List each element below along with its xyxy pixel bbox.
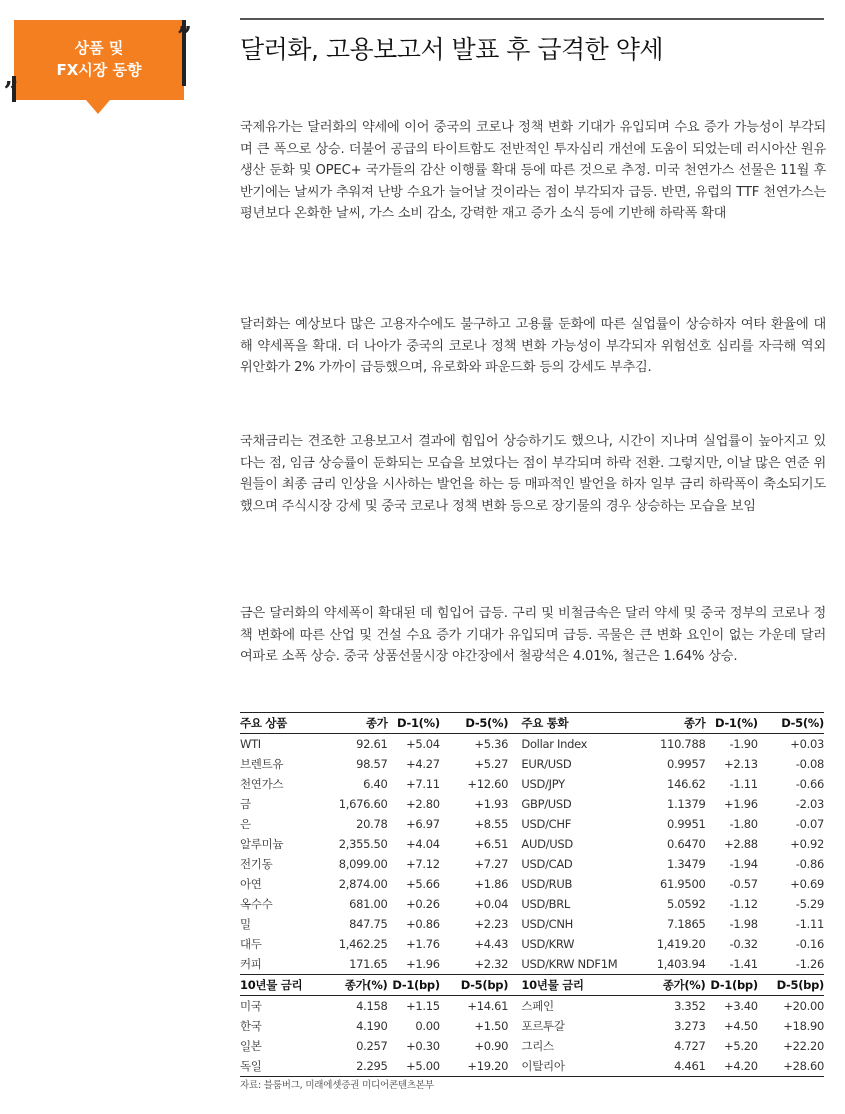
table-cell: +1.96 bbox=[406, 957, 440, 971]
open-quote-icon: „ bbox=[4, 62, 19, 92]
table-cell: 일본 bbox=[240, 1039, 262, 1053]
table-cell: 옥수수 bbox=[240, 897, 273, 911]
table-cell: USD/RUB bbox=[521, 877, 573, 891]
table-cell: 6.40 bbox=[363, 777, 388, 791]
table-cell: 92.61 bbox=[356, 737, 388, 751]
table-header-row bbox=[240, 713, 824, 734]
column-header: D-1(bp) bbox=[388, 975, 440, 996]
column-header: D-1(%) bbox=[706, 713, 758, 734]
table-cell: 1.3479 bbox=[667, 857, 706, 871]
table-cell: 5.0592 bbox=[667, 897, 706, 911]
table-cell: +3.40 bbox=[724, 999, 758, 1013]
table-cell: +4.04 bbox=[406, 837, 440, 851]
table-cell: +2.88 bbox=[724, 837, 758, 851]
table-cell: USD/CAD bbox=[521, 857, 573, 871]
table-cell: +0.26 bbox=[406, 897, 440, 911]
table-cell: +1.50 bbox=[474, 1019, 509, 1033]
table-cell: GBP/USD bbox=[521, 797, 572, 811]
column-header: D-5(%) bbox=[440, 713, 508, 734]
table-cell: 0.9951 bbox=[667, 817, 706, 831]
table-header-row-rates bbox=[240, 975, 824, 996]
column-gap bbox=[508, 1016, 521, 1036]
table-cell: +4.43 bbox=[474, 937, 509, 951]
table-cell: +2.80 bbox=[406, 797, 440, 811]
table-cell: +0.90 bbox=[474, 1039, 509, 1053]
table-cell: +5.27 bbox=[474, 757, 509, 771]
table-cell: -5.29 bbox=[795, 897, 824, 911]
table-cell: 미국 bbox=[240, 999, 262, 1013]
table-cell: -1.11 bbox=[729, 777, 758, 791]
close-quote-icon: ” bbox=[177, 22, 192, 52]
table-cell: +0.69 bbox=[790, 877, 824, 891]
column-header: 10년물 금리 bbox=[521, 975, 639, 996]
table-cell: +0.03 bbox=[790, 737, 824, 751]
column-gap bbox=[508, 854, 521, 874]
table-cell: 그리스 bbox=[521, 1039, 554, 1053]
table-cell: 알루미늄 bbox=[240, 837, 284, 851]
table-cell: USD/CHF bbox=[521, 817, 572, 831]
table-cell: -0.07 bbox=[795, 817, 824, 831]
table-cell: +28.60 bbox=[758, 1056, 824, 1077]
table-cell: -0.57 bbox=[729, 877, 758, 891]
table-cell: USD/CNH bbox=[521, 917, 574, 931]
table-cell: -0.32 bbox=[729, 937, 758, 951]
section-badge bbox=[0, 0, 200, 130]
table-cell: 847.75 bbox=[349, 917, 388, 931]
table-cell: +8.55 bbox=[474, 817, 509, 831]
table-cell: -0.86 bbox=[795, 857, 824, 871]
table-cell: 천연가스 bbox=[240, 777, 284, 791]
table-cell: +18.90 bbox=[783, 1019, 824, 1033]
table-cell: +7.27 bbox=[474, 857, 509, 871]
table-row bbox=[240, 996, 824, 1017]
column-header: 10년물 금리 bbox=[240, 975, 334, 996]
column-gap bbox=[508, 934, 521, 954]
table-cell: 3.273 bbox=[674, 1019, 706, 1033]
table-cell: +0.92 bbox=[790, 837, 824, 851]
table-cell: 은 bbox=[240, 817, 251, 831]
table-row bbox=[240, 954, 824, 975]
table-cell: 0.257 bbox=[356, 1039, 388, 1053]
table-cell: -1.41 bbox=[729, 957, 758, 971]
column-gap bbox=[508, 834, 521, 854]
table-cell: 독일 bbox=[240, 1056, 334, 1077]
table-cell: -1.80 bbox=[729, 817, 758, 831]
table-cell: +5.04 bbox=[406, 737, 440, 751]
table-cell: +5.00 bbox=[388, 1056, 440, 1077]
table-cell: -1.94 bbox=[729, 857, 758, 871]
table-cell: 8,099.00 bbox=[338, 857, 388, 871]
column-header: 주요 통화 bbox=[521, 713, 639, 734]
page-title: 달러화, 고용보고서 발표 후 급격한 약세 bbox=[240, 35, 664, 64]
column-gap bbox=[508, 914, 521, 934]
column-gap bbox=[508, 814, 521, 834]
table-row bbox=[240, 1056, 824, 1077]
column-gap bbox=[508, 1056, 521, 1077]
column-header: D-1(%) bbox=[388, 713, 440, 734]
column-gap bbox=[508, 874, 521, 894]
section-badge-line1: 상품 및 bbox=[74, 39, 124, 57]
table-cell: 한국 bbox=[240, 1019, 262, 1033]
table-row bbox=[240, 914, 824, 934]
table-cell: 0.6470 bbox=[667, 837, 706, 851]
paragraph-oil: 국제유가는 달러화의 약세에 이어 중국의 코로나 정책 변화 기대가 유입되며 수요 증가 가능성이 부각되며 큰 폭으로 상승. 더불어 공급의 타이트함도 전반적인 투자심리 개선에 도움이 되었는데 러시아산 원유 생산 둔화 및 OPEC+ 국가들의 감산 이행률 확대 등에 따른 것으로 추정. 미국 천연가스 선물은 11월 후반기에는 날씨가 추워져 난방 수요가 늘어날 것이라는 점이 부각되자 급등. 반면, 유럽의 TTF 천연가스는 평년보다 온화한 날씨, 가스 소비 감소, 강력한 재고 증가 소식 등에 기반해 하락폭 확대 bbox=[240, 120, 826, 221]
column-gap bbox=[508, 996, 521, 1017]
column-header: 종가 bbox=[639, 713, 705, 734]
table-cell: USD/KRW bbox=[521, 937, 575, 951]
table-cell: 61.9500 bbox=[660, 877, 706, 891]
table-cell: AUD/USD bbox=[521, 837, 573, 851]
table-cell: 포르투갈 bbox=[521, 1019, 565, 1033]
column-gap bbox=[508, 774, 521, 794]
table-cell: 7.1865 bbox=[667, 917, 706, 931]
column-header: D-5(bp) bbox=[440, 975, 508, 996]
table-cell: -1.12 bbox=[729, 897, 758, 911]
table-cell: +5.20 bbox=[724, 1039, 758, 1053]
table-cell: -0.66 bbox=[795, 777, 824, 791]
table-cell: 2,874.00 bbox=[338, 877, 388, 891]
table-cell: 20.78 bbox=[356, 817, 388, 831]
table-row bbox=[240, 874, 824, 894]
table-row bbox=[240, 734, 824, 755]
table-cell: +12.60 bbox=[467, 777, 509, 791]
table-cell: 커피 bbox=[240, 957, 262, 971]
table-row bbox=[240, 774, 824, 794]
table-cell: 2,355.50 bbox=[338, 837, 388, 851]
column-header: D-5(%) bbox=[758, 713, 824, 734]
table-cell: WTI bbox=[240, 737, 261, 751]
table-cell: -1.98 bbox=[729, 917, 758, 931]
table-cell: +4.50 bbox=[724, 1019, 758, 1033]
column-header: 주요 상품 bbox=[240, 713, 334, 734]
section-badge-line2: FX시장 동향 bbox=[56, 61, 142, 79]
table-cell: +2.32 bbox=[474, 957, 509, 971]
table-row bbox=[240, 814, 824, 834]
table-cell: 스페인 bbox=[521, 999, 554, 1013]
table-cell: USD/KRW NDF1M bbox=[521, 957, 618, 971]
badge-pointer-icon bbox=[86, 100, 110, 114]
table-cell: +22.20 bbox=[783, 1039, 824, 1053]
table-cell: 4.190 bbox=[356, 1019, 388, 1033]
column-gap bbox=[508, 954, 521, 975]
table-cell: 171.65 bbox=[349, 957, 388, 971]
table-cell: +1.76 bbox=[406, 937, 440, 951]
table-cell: 4.461 bbox=[639, 1056, 705, 1077]
table-cell: +14.61 bbox=[467, 999, 509, 1013]
table-cell: 681.00 bbox=[349, 897, 388, 911]
source-note: 자료: 블룸버그, 미래에셋증권 미디어콘텐츠본부 bbox=[240, 1080, 434, 1091]
table-cell: 브렌트유 bbox=[240, 757, 284, 771]
table-cell: +4.27 bbox=[406, 757, 440, 771]
column-gap bbox=[508, 1036, 521, 1056]
table-cell: USD/JPY bbox=[521, 777, 565, 791]
table-row bbox=[240, 1036, 824, 1056]
table-cell: +0.04 bbox=[474, 897, 509, 911]
section-badge-box bbox=[14, 20, 184, 100]
table-cell: 1,419.20 bbox=[656, 937, 706, 951]
table-row bbox=[240, 894, 824, 914]
table-row bbox=[240, 834, 824, 854]
paragraph-dollar: 달러화는 예상보다 많은 고용자수에도 불구하고 고용률 둔화에 따른 실업률이 상승하자 여타 환율에 대해 약세폭을 확대. 더 나아가 중국의 코로나 정책 변화 가능성이 부각되자 위험선호 심리를 자극해 역외 위안화가 2% 가까이 급등했으며, 유로화와 파운드화 등의 강세도 부추김. bbox=[240, 317, 826, 375]
table-cell: 1.1379 bbox=[667, 797, 706, 811]
table-cell: +1.96 bbox=[724, 797, 758, 811]
table-cell: +2.13 bbox=[724, 757, 758, 771]
column-header: 종가(%) bbox=[334, 975, 388, 996]
table-cell: 1,403.94 bbox=[656, 957, 706, 971]
paragraph-bonds: 국채금리는 견조한 고용보고서 결과에 힘입어 상승하기도 했으나, 시간이 지나며 실업률이 높아지고 있다는 점, 임금 상승률이 둔화되는 모습을 보였다는 점이 부각되며 하락 전환. 그렇지만, 이날 많은 연준 위원들이 최종 금리 인상을 시사하는 발언을 하는 등 매파적인 발언을 하자 일부 금리 하락폭이 축소되기도 했으며 주식시장 강세 및 중국 코로나 정책 변화 등으로 장기물의 경우 상승하는 모습을 보임 bbox=[240, 434, 826, 514]
table-cell: 0.00 bbox=[415, 1019, 440, 1033]
table-row bbox=[240, 934, 824, 954]
table-cell: -0.08 bbox=[795, 757, 824, 771]
table-cell: +0.86 bbox=[406, 917, 440, 931]
table-cell: +19.20 bbox=[440, 1056, 508, 1077]
table-cell: 110.788 bbox=[660, 737, 706, 751]
table-cell: Dollar Index bbox=[521, 737, 588, 751]
table-cell: -2.03 bbox=[795, 797, 824, 811]
table-cell: 밀 bbox=[240, 917, 251, 931]
paragraph-metals: 금은 달러화의 약세폭이 확대된 데 힘입어 급등. 구리 및 비철금속은 달러 약세 및 중국 정부의 코로나 정책 변화에 따른 산업 및 건설 수요 증가 기대가 유입되며 급등. 곡물은 큰 변화 요인이 없는 가운데 달러 여파로 소폭 상승. 중국 상품선물시장 야간장에서 철광석은 4.01%, 철근은 1.64% 상승. bbox=[240, 606, 826, 664]
table-cell: -1.26 bbox=[795, 957, 824, 971]
table-cell: USD/BRL bbox=[521, 897, 571, 911]
table-cell: +7.12 bbox=[406, 857, 440, 871]
table-cell: 1,462.25 bbox=[338, 937, 388, 951]
table-row bbox=[240, 854, 824, 874]
table-row bbox=[240, 1016, 824, 1036]
table-cell: +7.11 bbox=[406, 777, 440, 791]
column-gap bbox=[508, 975, 521, 996]
table-cell: +1.93 bbox=[474, 797, 509, 811]
table-cell: +1.86 bbox=[474, 877, 509, 891]
table-cell: -1.11 bbox=[795, 917, 824, 931]
market-table bbox=[240, 712, 824, 1077]
column-gap bbox=[508, 734, 521, 755]
table-cell: EUR/USD bbox=[521, 757, 572, 771]
table-cell: 대두 bbox=[240, 937, 262, 951]
table-cell: 4.158 bbox=[356, 999, 388, 1013]
table-cell: -1.90 bbox=[729, 737, 758, 751]
table-cell: -0.16 bbox=[795, 937, 824, 951]
table-cell: 4.727 bbox=[674, 1039, 706, 1053]
column-header: 종가 bbox=[334, 713, 388, 734]
table-cell: 금 bbox=[240, 797, 251, 811]
column-header: D-5(bp) bbox=[758, 975, 824, 996]
column-header: D-1(bp) bbox=[706, 975, 758, 996]
column-gap bbox=[508, 894, 521, 914]
table-cell: +4.20 bbox=[706, 1056, 758, 1077]
table-cell: +5.36 bbox=[474, 737, 509, 751]
table-cell: 146.62 bbox=[667, 777, 706, 791]
table-cell: +6.51 bbox=[474, 837, 509, 851]
column-gap bbox=[508, 754, 521, 774]
table-cell: 이탈리아 bbox=[521, 1056, 639, 1077]
table-cell: 아연 bbox=[240, 877, 262, 891]
title-rule bbox=[240, 18, 824, 20]
table-cell: 0.9957 bbox=[667, 757, 706, 771]
table-cell: 1,676.60 bbox=[338, 797, 388, 811]
table-cell: +2.23 bbox=[474, 917, 509, 931]
table-cell: +1.15 bbox=[406, 999, 440, 1013]
table-cell: 3.352 bbox=[674, 999, 706, 1013]
column-header: 종가(%) bbox=[639, 975, 705, 996]
table-cell: +6.97 bbox=[406, 817, 440, 831]
table-cell: 98.57 bbox=[356, 757, 388, 771]
column-gap bbox=[508, 794, 521, 814]
table-row bbox=[240, 794, 824, 814]
table-cell: +5.66 bbox=[406, 877, 440, 891]
table-cell: 2.295 bbox=[334, 1056, 388, 1077]
table-cell: +20.00 bbox=[783, 999, 824, 1013]
table-row bbox=[240, 754, 824, 774]
column-gap bbox=[508, 713, 521, 734]
table-cell: +0.30 bbox=[406, 1039, 440, 1053]
table-cell: 전기동 bbox=[240, 857, 273, 871]
